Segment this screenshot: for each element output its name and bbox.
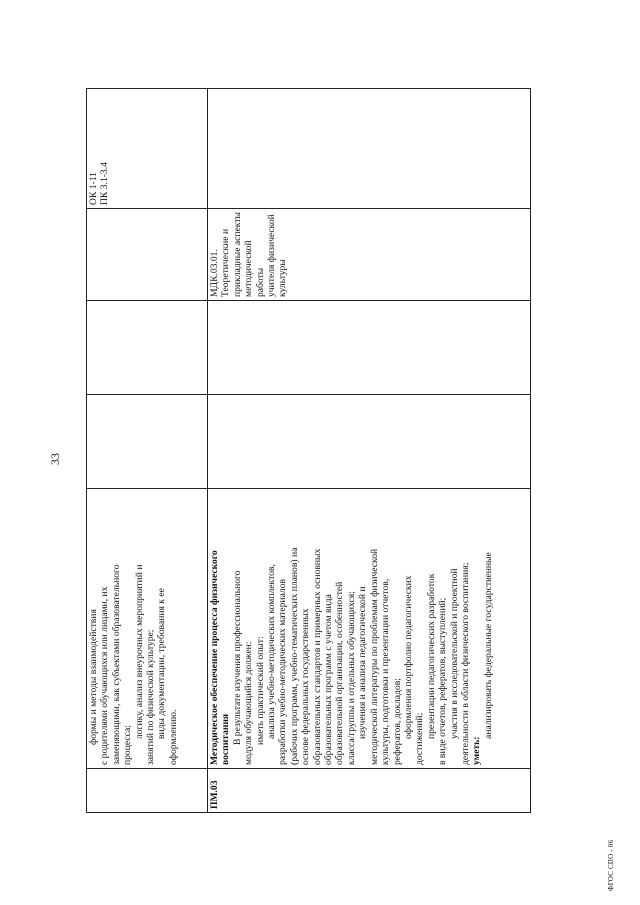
description-line: презентации педагогических разработок [425, 573, 437, 739]
description-line: заменяющими, как субъектами образовательного [110, 564, 122, 765]
description-line: уметь: [471, 736, 483, 765]
table-row [208, 89, 531, 813]
mdk-line: Теоретические и [220, 228, 232, 297]
description-cell [87, 489, 208, 769]
page-number: 33 [48, 453, 62, 465]
description-line: оформлению. [167, 709, 179, 765]
description-line: основе федеральных государственных [300, 608, 312, 765]
description-line: Методическое обеспечение процесса физического [209, 550, 220, 765]
description-line: участия в исследовательской и проектной [448, 568, 460, 739]
mdk-line: прикладные аспекты [231, 212, 243, 297]
empty-cell [87, 395, 208, 489]
module-code-cell: ПМ.03 [208, 769, 531, 813]
mdk-line: культуры [277, 259, 289, 297]
footer-code: ФГОС СПО - 06 [607, 839, 615, 891]
description-line: (рабочих программ, учебно-тематических планов) на [288, 547, 300, 765]
description-line: достижений; [414, 712, 426, 765]
description-line: с родителями обучающихся или лицами, их [99, 586, 111, 765]
description-line: культуры, подготовки и презентации отчетов, [380, 578, 392, 765]
competencies-cell [87, 89, 208, 209]
description-line: оформления портфолио педагогических [402, 575, 414, 739]
description-line: воспитания [220, 713, 232, 765]
description-line: разработки учебно-методических материалов [277, 578, 289, 765]
description-line: занятий по физической культуре; [145, 629, 157, 765]
description-line: анализировать федеральные государственные [482, 552, 494, 739]
description-line: В результате изучения профессионального [231, 570, 243, 745]
empty-cell [208, 395, 531, 489]
description-line: модуля обучающийся должен: [243, 641, 255, 765]
description-line: образовательных программ с учетом вида [323, 594, 335, 765]
description-cell [208, 489, 531, 769]
mdk-cell [87, 209, 208, 301]
competencies-cell [208, 89, 531, 209]
module-code-cell [87, 769, 208, 813]
description-line: изучения и анализа педагогической и [357, 586, 369, 739]
empty-cell [87, 301, 208, 395]
description-line: методической литературы по проблемам физической [368, 548, 380, 765]
description-line: класса/группы и отдельных обучающихся; [345, 591, 357, 765]
description-line: деятельности в области физического воспитания; [459, 562, 471, 765]
description-line: анализа учебно-методических комплектов, [266, 564, 278, 739]
description-line: образовательной организации, особенностей [334, 581, 346, 765]
mdk-line: МДК.03.01. [209, 249, 220, 297]
mdk-cell [208, 209, 531, 301]
curriculum-table [86, 88, 531, 813]
competency-code: ПК 3.1-3.4 [99, 162, 111, 205]
table-row [87, 89, 208, 813]
empty-cell [208, 301, 531, 395]
mdk-line: учителя физической [266, 214, 278, 297]
description-line: в виде отчетов, рефератов, выступлений; [437, 597, 449, 765]
description-line: образовательных стандартов и примерных основных [311, 548, 323, 765]
mdk-line: методической работы [243, 240, 266, 297]
description-line: рефератов, докладов; [391, 678, 403, 765]
description-line: логику, анализ внеурочных мероприятий и [133, 564, 145, 739]
competency-code: ОК 1-11 [88, 172, 99, 205]
description-line: иметь практический опыт: [254, 636, 266, 745]
description-line: процесса; [122, 725, 134, 765]
description-line: виды документации, требования к ее [156, 588, 168, 739]
description-line: формы и методы взаимодействия [88, 609, 99, 745]
